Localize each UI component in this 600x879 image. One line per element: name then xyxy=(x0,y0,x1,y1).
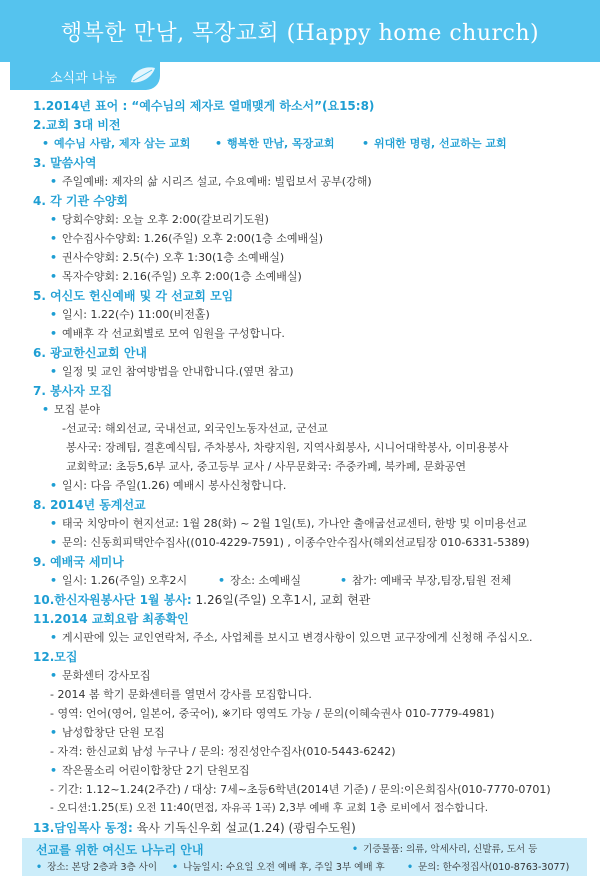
section-8-title: 8. 2014년 동계선교 xyxy=(33,498,146,512)
list-item: - 오디션:1.25(토) 오전 11:40(면접, 자유곡 1곡) 2,3부 예배 후 교회 1층 로비에서 접수합니다. xyxy=(50,802,489,814)
section-10-title xyxy=(33,591,370,608)
section-12-title: 12.모집 xyxy=(33,650,78,664)
list-item: • 작은물소리 어린이합창단 2기 단원모집 xyxy=(50,762,250,778)
list-item: • 게시판에 있는 교인연락처, 주소, 사업체를 보시고 변경사항이 있으면 교구장에게 신청해 주십시오. xyxy=(50,629,533,645)
list-item: • 참가: 예배국 부장,팀장,팀원 전체 xyxy=(340,572,511,588)
info-item: • 기증물품: 의류, 악세사리, 신발류, 도서 등 xyxy=(352,841,537,855)
info-item: • 나눔일시: 수요일 오전 예배 후, 주일 3부 예배 후 xyxy=(172,859,385,873)
section-3-title: 3. 말씀사역 xyxy=(33,156,97,170)
page-title: 행복한 만남, 목장교회 (Happy home church) xyxy=(60,21,540,46)
list-item: - 자격: 한신교회 남성 누구나 / 문의: 정진성안수집사(010-5443-6242) xyxy=(50,745,396,758)
list-item: 교회학교: 초등5,6부 교사, 중고등부 교사 / 사무문화국: 주중카페, 북카페, 문화공연 xyxy=(66,460,466,473)
header-banner xyxy=(0,0,600,62)
section-13-heading: 13.담임목사 동정: xyxy=(33,821,133,835)
section-7-title: 7. 봉사자 모집 xyxy=(33,384,113,398)
section-5-title: 5. 여신도 헌신예배 및 각 선교회 모임 xyxy=(33,289,234,303)
tab-label: 소식과 나눔 xyxy=(50,71,117,86)
list-item: • 일시: 다음 주일(1.26) 예배시 봉사신청합니다. xyxy=(50,477,286,493)
list-item: • 권사수양회: 2.5(수) 오후 1:30(1층 소예배실) xyxy=(50,249,284,265)
section-1-title: 1.2014년 표어 : “예수님의 제자로 열매맺게 하소서”(요15:8) xyxy=(33,99,375,113)
section-13-title xyxy=(33,819,356,836)
list-item: -선교국: 해외선교, 국내선교, 외국인노동자선교, 군선교 xyxy=(62,422,328,435)
list-item: • 예배후 각 선교회별로 모여 임원을 구성합니다. xyxy=(50,325,285,341)
list-item: • 일시: 1.22(수) 11:00(비전홀) xyxy=(50,306,210,322)
vision-item: • 예수님 사람, 제자 삼는 교회 xyxy=(42,135,190,151)
list-item: • 모집 분야 xyxy=(42,401,100,417)
leaf-icon xyxy=(128,64,158,86)
section-11-title: 11.2014 교회요람 최종확인 xyxy=(33,612,189,626)
section-tab xyxy=(10,62,160,90)
section-10-detail: 1.26일(주일) 오후1시, 교회 현관 xyxy=(191,593,371,607)
section-6-title: 6. 광교한신교회 안내 xyxy=(33,346,148,360)
list-item: • 문화센터 강사모집 xyxy=(50,667,151,683)
vision-item: • 위대한 명령, 선교하는 교회 xyxy=(362,135,507,151)
list-item: • 당회수양회: 오늘 오후 2:00(갈보리기도원) xyxy=(50,211,269,227)
list-item: • 장소: 소예배실 xyxy=(218,572,301,588)
list-item: • 주일예배: 제자의 삶 시리즈 설교, 수요예배: 빌립보서 공부(강해) xyxy=(50,173,372,189)
section-13-detail: 육사 기독신우회 설교(1.24) (광림수도원) xyxy=(132,821,356,835)
list-item: 봉사국: 장례팀, 결혼예식팀, 주차봉사, 차량지원, 지역사회봉사, 시니어대학봉사, 이미용봉사 xyxy=(66,441,509,454)
section-2-title: 2.교회 3대 비전 xyxy=(33,118,121,132)
section-9-title: 9. 예배국 세미나 xyxy=(33,555,124,569)
list-item: • 안수집사수양회: 1.26(주일) 오후 2:00(1층 소예배실) xyxy=(50,230,323,246)
vision-item: • 행복한 만남, 목장교회 xyxy=(215,135,335,151)
list-item: • 일시: 1.26(주일) 오후2시 xyxy=(50,572,187,588)
list-item: • 문의: 신동희피택안수집사((010-4229-7591) , 이종수안수집사(해외선교팀장 010-6331-5389) xyxy=(50,534,530,550)
list-item: - 영역: 언어(영어, 일본어, 중국어), ※기타 영역도 가능 / 문의(이혜숙권사 010-7779-4981) xyxy=(50,707,495,720)
section-10-heading: 10.한신자원봉사단 1월 봉사: xyxy=(33,593,192,607)
list-item: • 남성합창단 단원 모집 xyxy=(50,724,165,740)
info-box xyxy=(22,838,587,876)
list-item: - 기간: 1.12~1.24(2주간) / 대상: 7세~초등6학년(2014년 기준) / 문의:이은희집사(010-7770-0701) xyxy=(50,783,551,796)
list-item: - 2014 봄 학기 문화센터를 열면서 강사를 모집합니다. xyxy=(50,688,312,701)
info-item: • 문의: 한수정집사(010-8763-3077) xyxy=(407,859,569,873)
list-item: • 태국 치앙마이 현지선교: 1월 28(화) ~ 2월 1일(토), 가나안 출애굽선교센터, 한방 및 이미용선교 xyxy=(50,515,527,531)
info-item: • 장소: 본당 2층과 3층 사이 xyxy=(36,859,157,873)
list-item: • 일정 및 교인 참여방법을 안내합니다.(옆면 참고) xyxy=(50,363,294,379)
list-item: • 목자수양회: 2.16(주일) 오후 2:00(1층 소예배실) xyxy=(50,268,302,284)
section-4-title: 4. 각 기관 수양회 xyxy=(33,194,128,208)
info-box-title: 선교를 위한 여신도 나누리 안내 xyxy=(36,843,204,857)
